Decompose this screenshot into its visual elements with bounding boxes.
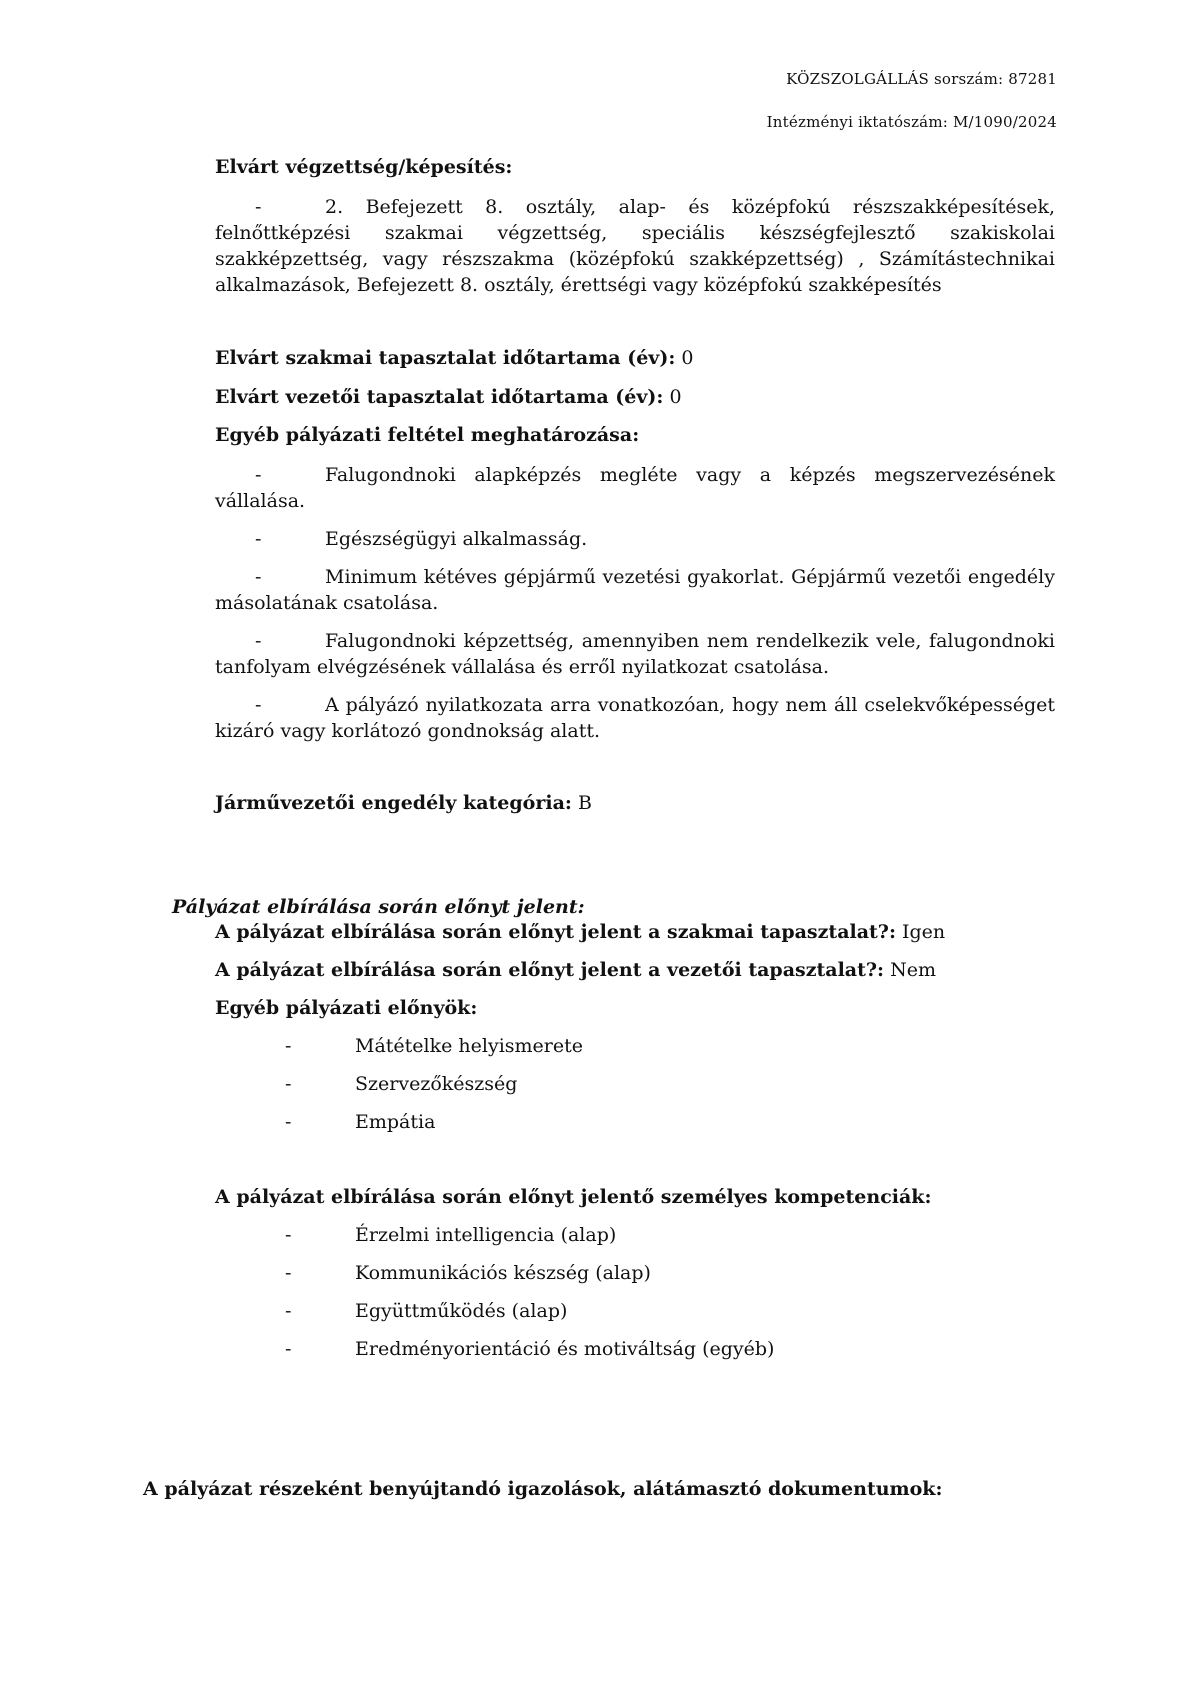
education-heading: Elvárt végzettség/képesítés:: [215, 156, 513, 178]
condition-item: - Falugondnoki alapképzés megléte vagy a képzés megszervezésének vállalása.: [215, 464, 1055, 512]
condition-item: - A pályázó nyilatkozata arra vonatkozóan, hogy nem áll cselekvőképességet kizáró vagy korlátozó gondnokság alatt.: [215, 694, 1055, 742]
condition-item: - Minimum kétéves gépjármű vezetési gyakorlat. Gépjármű vezetői engedély másolatának csatolása.: [215, 566, 1055, 614]
list-item: - Együttműködés (alap): [285, 1300, 568, 1322]
condition-item: - Egészségügyi alkalmasság.: [255, 528, 588, 550]
competencies-heading: A pályázat elbírálása során előnyt jelentő személyes kompetenciák:: [215, 1186, 932, 1208]
leadership-experience-value: 0: [669, 386, 682, 408]
education-item-text: 2. Befejezett 8. osztály, alap- és középfokú részszakképesítések, felnőttképzési szakmai végzettség, speciális készségfejlesztő szakiskolai szakképzettség, vagy részszakma (középfokú szakképzettség) , Számítástechnikai alkalmazások, Befejezett 8. osztály, érettségi vagy középfokú szakképesítés: [215, 196, 1055, 296]
list-item: - Mátételke helyismerete: [285, 1035, 583, 1057]
advantage-professional-value: Igen: [902, 921, 946, 943]
list-item: - Eredményorientáció és motiváltság (egyéb): [285, 1338, 775, 1360]
advantages-heading: Pályázat elbírálása során előnyt jelent:: [172, 896, 585, 918]
advantage-leadership-value: Nem: [890, 959, 936, 981]
leadership-experience-row: [215, 386, 682, 408]
leadership-experience-label: Elvárt vezetői tapasztalat időtartama (év):: [215, 386, 664, 408]
registry-number: KÖZSZOLGÁLLÁS sorszám: 87281: [786, 70, 1057, 88]
other-advantages-heading: Egyéb pályázati előnyök:: [215, 997, 478, 1019]
professional-experience-label: Elvárt szakmai tapasztalat időtartama (év):: [215, 347, 676, 369]
advantage-leadership-row: A pályázat elbírálása során előnyt jelent a vezetői tapasztalat?: Nem: [215, 959, 936, 981]
list-item: - Érzelmi intelligencia (alap): [285, 1224, 617, 1246]
bullet-dash: -: [255, 196, 262, 218]
other-conditions-heading: Egyéb pályázati feltétel meghatározása:: [215, 424, 640, 446]
list-item: - Kommunikációs készség (alap): [285, 1262, 651, 1284]
advantage-professional-row: A pályázat elbírálása során előnyt jelent a szakmai tapasztalat?: Igen: [215, 921, 946, 943]
license-row: [215, 792, 592, 814]
education-item: [215, 194, 1055, 298]
professional-experience-value: 0: [681, 347, 694, 369]
list-item: - Empátia: [285, 1111, 436, 1133]
documents-heading: A pályázat részeként benyújtandó igazolások, alátámasztó dokumentumok:: [143, 1478, 943, 1500]
license-value: B: [577, 792, 592, 814]
condition-item: - Falugondnoki képzettség, amennyiben nem rendelkezik vele, falugondnoki tanfolyam elvégzésének vállalása és erről nyilatkozat csatolása.: [215, 630, 1055, 678]
list-item: - Szervezőkészség: [285, 1073, 518, 1095]
institution-file-number: Intézményi iktatószám: M/1090/2024: [766, 113, 1057, 131]
professional-experience-row: [215, 347, 694, 369]
license-label: Járművezetői engedély kategória:: [215, 792, 572, 814]
